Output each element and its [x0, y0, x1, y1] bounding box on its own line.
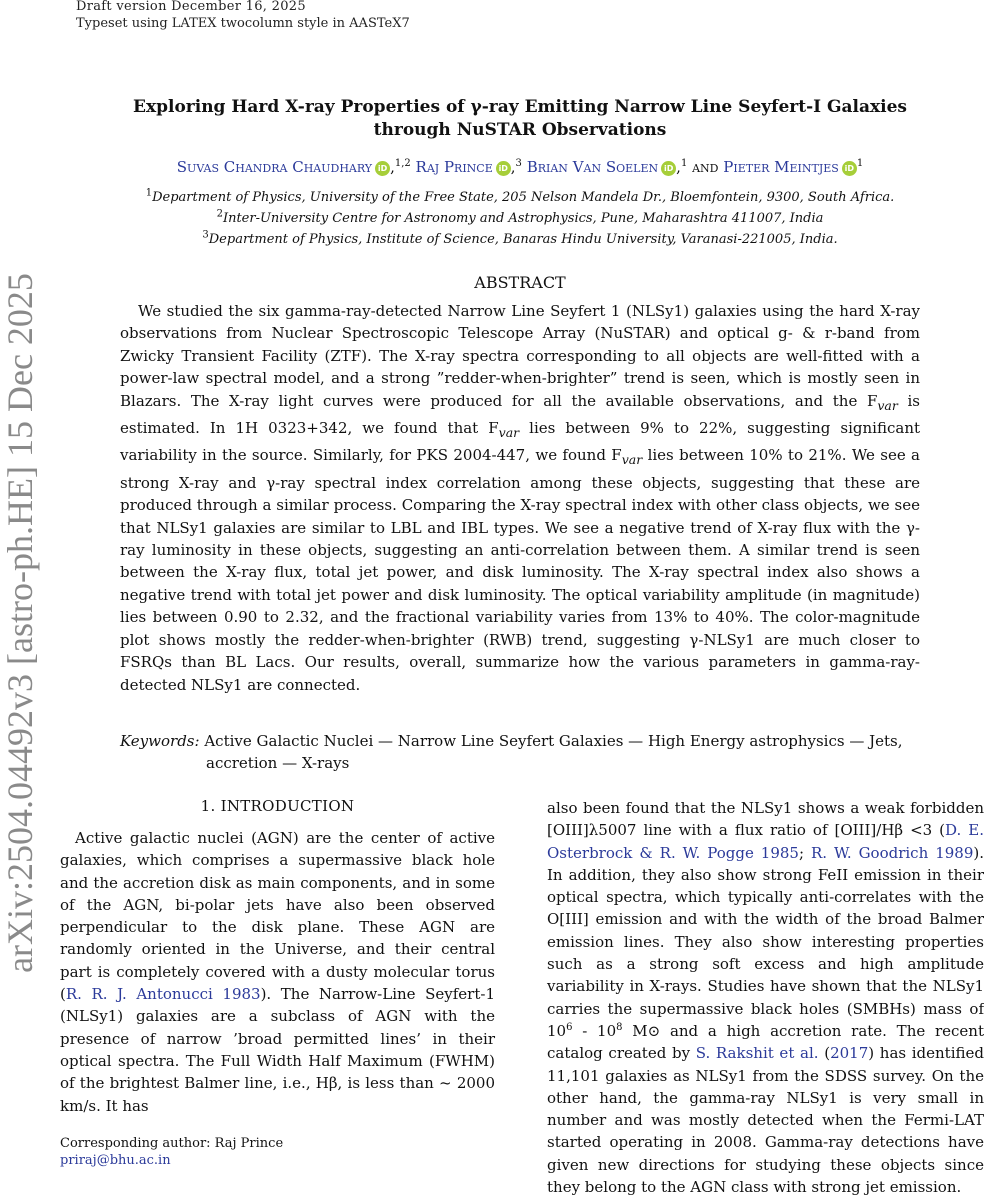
- author-name[interactable]: Raj Prince: [415, 158, 493, 176]
- exponent: 6: [566, 1021, 573, 1033]
- author-name[interactable]: Brian Van Soelen: [526, 158, 659, 176]
- author-name[interactable]: Pieter Meintjes: [723, 158, 839, 176]
- body-text: ). The Narrow-Line Seyfert-1 (NLSy1) galaxies are a subclass of AGN with the presence of narrow ’broad permitted lines’ in their optical spectra. The Full Width Half Maximum (FWHM) of the brightest Balmer line, i.e., Hβ, is less than ~ 2000 km/s. It has: [60, 985, 495, 1115]
- affiliation: [100, 189, 940, 207]
- abstract-body: [120, 300, 920, 696]
- affiliation: [100, 231, 940, 249]
- abstract-text: lies between 10% to 21%. We see a strong X-ray and γ-ray spectral index correlation among these objects, suggesting that these are produced through a similar process. Comparing the X-ray spectral index with other class objects, we see that NLSy1 galaxies are similar to LBL and IBL types. We see a negative trend of X-ray flux with the γ-ray luminosity in these objects, suggesting an anti-correlation between them. A similar trend is seen between the X-ray flux, total jet power, and disk luminosity. The X-ray spectral index also shows a negative trend with total jet power and disk luminosity. The optical variability amplitude (in magnitude) lies between 0.90 to 2.32, and the fractional variability varies from 13% to 40%. The color-magnitude plot shows mostly the redder-when-brighter (RWB) trend, suggesting γ-NLSy1 are much closer to FSRQs than BL Lacs. Our results, overall, summarize how the various parameters in gamma-ray-detected NLSy1 are connected.: [120, 446, 921, 694]
- arxiv-stamp: [2, 260, 38, 985]
- body-text: M⊙ and a high accretion rate. The recent catalog created by: [547, 1021, 984, 1063]
- author-affil-sup: 1,2: [394, 158, 411, 169]
- body-text: ;: [798, 843, 811, 862]
- citation-link[interactable]: R. R. J. Antonucci 1983: [65, 985, 261, 1004]
- author-affil-sup: 1: [680, 158, 688, 169]
- fvar-subscript: var: [498, 425, 520, 441]
- author-list: Suvas Chandra Chaudhary iD ,$^{1,2}$ Raj Prince iD ,$^3$ Brian Van Soelen iD ,$^1$ and Pieter Meintjes iD $^1$: [176, 158, 864, 176]
- keywords: [120, 730, 920, 774]
- affiliation-number: 1: [145, 187, 153, 199]
- affiliation-number: 3: [202, 229, 209, 241]
- citation-link[interactable]: R. W. Goodrich 1989: [811, 843, 974, 862]
- orcid-icon[interactable]: iD: [375, 161, 390, 176]
- author-affil-sup: 3: [515, 158, 522, 169]
- citation-year-link[interactable]: 2017: [830, 1044, 869, 1063]
- body-text: Active galactic nuclei (AGN) are the center of active galaxies, which comprises a supermassive black hole and the accretion disk as main components, and in some of the AGN, bi-polar jets have also been observed perpendicular to the disk plane. These AGN are randomly oriented in the Universe, and their central part is completely covered with a dusty molecular torus (: [60, 829, 495, 1004]
- exponent: 8: [616, 1021, 623, 1033]
- affiliation-text: Inter-University Centre for Astronomy and Astrophysics, Pune, Maharashtra 411007, India: [222, 211, 824, 226]
- body-text: ). In addition, they also show strong FeII emission in their optical spectra, which typically anti-correlates with the O[III] emission and with the width of the broad Balmer emission lines. They also show interesting properties such as a strong soft excess and high amplitude variability in X-rays. Studies have shown that the NLSy1 carries the supermassive black holes (SMBHs) mass of 10: [547, 843, 984, 1040]
- paper-title: Exploring Hard X-ray Properties of γ-ray Emitting Narrow Line Seyfert-I Galaxies through NuSTAR Observations: [133, 97, 907, 140]
- draft-version-text: Draft version December 16, 2025: [76, 0, 306, 14]
- draft-version-header: [76, 0, 306, 15]
- footnote-label: Corresponding author: Raj Prince: [60, 1136, 284, 1151]
- fvar-subscript: var: [877, 397, 898, 413]
- corresponding-author-footnote: [60, 1135, 283, 1169]
- citation-link[interactable]: D. E. Osterbrock & R. W. Pogge 1985: [547, 821, 984, 862]
- author-name[interactable]: Suvas Chandra Chaudhary: [176, 158, 373, 176]
- affiliation-text: Department of Physics, Institute of Science, Banaras Hindu University, Varanasi-221005, India.: [208, 232, 838, 247]
- abstract-heading: ABSTRACT: [474, 273, 566, 292]
- abstract-text: lies between 9% to 22%, suggesting significant variability in the source. Similarly, for PKS 2004-447, we found F: [120, 419, 921, 465]
- author-affil-sup: 1: [856, 158, 864, 169]
- orcid-icon[interactable]: iD: [661, 161, 676, 176]
- affiliation: [100, 210, 940, 228]
- arxiv-stamp-text: arXiv:2504.04492v3 [astro-ph.HE] 15 Dec 2025: [0, 272, 40, 973]
- keywords-label: Keywords:: [120, 732, 200, 750]
- author-joiner: and: [692, 158, 719, 176]
- section-heading: 1. INTRODUCTION: [200, 797, 355, 815]
- body-text: also been found that the NLSy1 shows a weak forbidden [OIII]λ5007 line with a flux ratio of [OIII]/Hβ <3 (: [547, 799, 984, 840]
- abstract-text: We studied the six gamma-ray-detected Narrow Line Seyfert 1 (NLSy1) galaxies using the hard X-ray observations from Nuclear Spectroscopic Telescope Array (NuSTAR) and optical g- & r-band from Zwicky Transient Facility (ZTF). The X-ray spectra corresponding to all objects are well-fitted with a power-law spectral model, and a strong ”redder-when-brighter” trend is seen, which is mostly seen in Blazars. The X-ray light curves were produced for all the available observations, and the F: [120, 302, 920, 410]
- abstract-text: is estimated. In 1H 0323+342, we found that F: [120, 391, 921, 438]
- affiliation-text: Department of Physics, University of the Free State, 205 Nelson Mandela Dr., Bloemfontein, 9300, South Africa.: [152, 190, 895, 205]
- orcid-icon[interactable]: iD: [496, 161, 511, 176]
- typeset-text: Typeset using LATEX twocolumn style in AASTeX7: [76, 16, 410, 31]
- intro-paragraph-right: also been found that the NLSy1 shows a weak forbidden [OIII]λ5007 line with a flux ratio of [OIII]/Hβ <3 (D. E. Osterbrock & R. W. Pogge 1985; R. W. Goodrich 1989). In addition, they also show strong FeII emission in their optical spectra, which typically anti-correlates with the O[III] emission and with the width of the broad Balmer emission lines. They also show interesting properties such as a strong soft excess and high amplitude variability in X-rays. Studies have shown that the NLSy1 carries the supermassive black holes (SMBHs) mass of $10^6 - 10^8$ M⊙ and a high accretion rate. The recent catalog created by S. Rakshit et al. (2017) has identified 11,101 galaxies as NLSy1 from the SDSS survey. On the other hand, the gamma-ray NLSy1 is very small in number and was mostly detected when the Fermi-LAT started operating in 2008. Gamma-ray detections have given new directions for studying these objects since they belong to the AGN class with strong jet emission.: [547, 799, 984, 1197]
- intro-paragraph-left: [60, 827, 495, 1117]
- email-link[interactable]: priraj@bhu.ac.in: [60, 1153, 171, 1168]
- body-text: has identified 11,101 galaxies as NLSy1 from the SDSS survey. On the other hand, the gamma-ray NLSy1 is very small in number and was mostly detected when the Fermi-LAT started operating in 2008. Gamma-ray detections have given new directions for studying these objects since they belong to the AGN class with strong jet emission.: [547, 1044, 984, 1197]
- body-text: - 10: [572, 1021, 617, 1040]
- typeset-header: [76, 15, 410, 32]
- fvar-subscript: var: [621, 452, 643, 468]
- keywords-text: Active Galactic Nuclei — Narrow Line Seyfert Galaxies — High Energy astrophysics — Jets, accretion — X-rays: [204, 732, 903, 772]
- orcid-icon[interactable]: iD: [842, 161, 857, 176]
- citation-link[interactable]: S. Rakshit et al.: [695, 1044, 819, 1063]
- affiliation-number: 2: [216, 208, 223, 220]
